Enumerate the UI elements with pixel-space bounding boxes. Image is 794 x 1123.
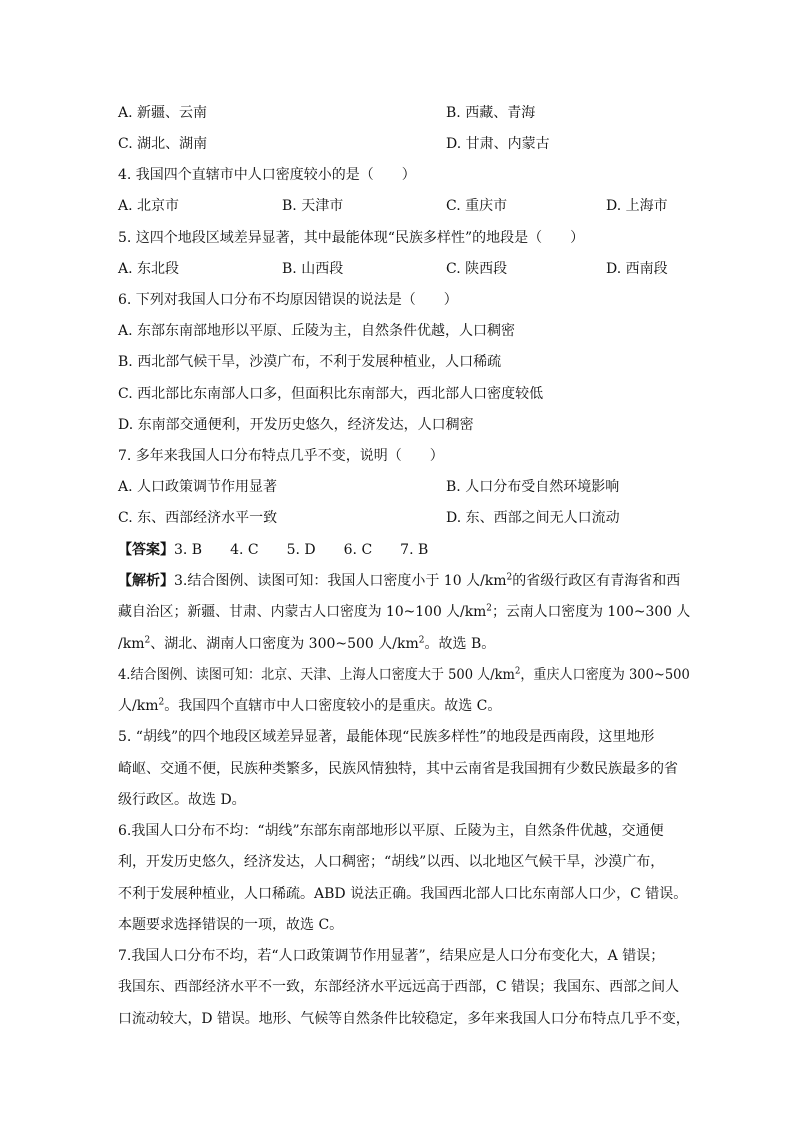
q7-option-c: C. 东、西部经济水平一致 <box>118 510 278 526</box>
analysis-text: 4.结合图例、读图可知：北京、天津、上海人口密度大于 500 人/km <box>118 667 515 683</box>
superscript: 2 <box>418 635 425 646</box>
answer-label: 【答案】 <box>118 542 174 558</box>
q6-stem: 6. 下列对我国人口分布不均原因错误的说法是（ ） <box>118 292 458 308</box>
q6-option-c: C. 西北部比东南部人口多，但面积比东南部大，西北部人口密度较低 <box>118 386 544 402</box>
analysis-text: ，重庆人口密度为 300~500 <box>520 667 690 683</box>
superscript: 2 <box>506 572 513 583</box>
analysis-text: 藏自治区；新疆、甘肃、内蒙古人口密度为 10~100 人/km <box>118 604 487 620</box>
q4-stem: 4. 我国四个直辖市中人口密度较小的是（ ） <box>118 167 416 183</box>
analysis-p7-line1: 7.我国人口分布不均，若“人口政策调节作用显著”，结果应是人口分布变化大，A 错误； <box>118 948 665 964</box>
q4-option-b: B. 天津市 <box>282 198 344 214</box>
q7-option-d: D. 东、西部之间无人口流动 <box>446 510 620 526</box>
q3-option-c: C. 湖北、湖南 <box>118 136 208 152</box>
analysis-text: /km <box>118 636 145 652</box>
q6-option-b: B. 西北部气候干旱，沙漠广布，不利于发展种植业，人口稀疏 <box>118 354 502 370</box>
q4-option-c: C. 重庆市 <box>446 198 508 214</box>
q5-stem: 5. 这四个地段区域差异显著，其中最能体现“民族多样性”的地段是（ ） <box>118 230 585 246</box>
q6-option-d: D. 东南部交通便利，开发历史悠久，经济发达，人口稠密 <box>118 417 474 433</box>
analysis-p3-line2 <box>118 603 691 621</box>
analysis-text: ；云南人口密度为 100~300 人 <box>491 604 691 620</box>
q5-option-c: C. 陕西段 <box>446 261 508 277</box>
analysis-text: 3.结合图例、读图可知：我国人口密度小于 10 人/km <box>174 573 507 589</box>
analysis-p7-line2: 我国东、西部经济水平不一致，东部经济水平远远高于西部，C 错误；我国东、西部之间人 <box>118 979 680 995</box>
analysis-p6-line3: 不利于发展种植业，人口稀疏。ABD 说法正确。我国西北部人口比东南部人口少，C 错误。 <box>118 886 688 902</box>
q4-option-a: A. 北京市 <box>118 198 180 214</box>
q3-option-a: A. 新疆、云南 <box>118 105 208 121</box>
q5-option-d: D. 西南段 <box>606 261 668 277</box>
q3-option-d: D. 甘肃、内蒙古 <box>446 136 550 152</box>
superscript: 2 <box>486 603 492 614</box>
analysis-label: 【解析】 <box>118 573 174 589</box>
answer-line <box>118 541 688 559</box>
q5-option-b: B. 山西段 <box>282 261 344 277</box>
analysis-text: 人/km <box>118 698 159 714</box>
q7-option-a: A. 人口政策调节作用显著 <box>118 479 278 495</box>
q4-option-d: D. 上海市 <box>606 198 668 214</box>
superscript: 2 <box>158 697 165 708</box>
q3-option-b: B. 西藏、青海 <box>446 105 536 121</box>
q7-stem: 7. 多年来我国人口分布特点几乎不变，说明（ ） <box>118 448 444 464</box>
analysis-text: 、湖北、湖南人口密度为 300~500 人/km <box>150 636 419 652</box>
analysis-p7-line3: 口流动较大，D 错误。地形、气候等自然条件比较稳定，多年来我国人口分布特点几乎不变， <box>118 1011 690 1027</box>
analysis-text: 。故选 B。 <box>424 636 496 652</box>
analysis-p5-line1: 5. “胡线”的四个地段区域差异显著，最能体现“民族多样性”的地段是西南段，这里地形 <box>118 729 655 745</box>
superscript: 2 <box>144 635 151 646</box>
analysis-p4-line2 <box>118 697 688 715</box>
analysis-p5-line3: 级行政区。故选 D。 <box>118 792 246 808</box>
q5-option-a: A. 东北段 <box>118 261 180 277</box>
analysis-text: 的省级行政区有青海省和西 <box>512 573 681 589</box>
analysis-p3-line1 <box>118 572 688 590</box>
analysis-p6-line4: 本题要求选择错误的一项，故选 C。 <box>118 917 344 933</box>
analysis-p5-line2: 崎岖、交通不便，民族种类繁多，民族风情独特，其中云南省是我国拥有少数民族最多的省 <box>118 761 678 777</box>
superscript: 2 <box>514 666 521 677</box>
analysis-p3-line3 <box>118 635 688 653</box>
q6-option-a: A. 东部东南部地形以平原、丘陵为主，自然条件优越，人口稠密 <box>118 323 516 339</box>
answer-text: 3. B 4. C 5. D 6. C 7. B <box>174 542 429 558</box>
analysis-p4-line1 <box>118 666 690 684</box>
analysis-p6-line1: 6.我国人口分布不均：“胡线”东部东南部地形以平原、丘陵为主，自然条件优越，交通便 <box>118 823 664 839</box>
q7-option-b: B. 人口分布受自然环境影响 <box>446 479 620 495</box>
analysis-text: 。我国四个直辖市中人口密度较小的是重庆。故选 C。 <box>164 698 502 714</box>
analysis-p6-line2: 利，开发历史悠久，经济发达，人口稠密；“胡线”以西、以北地区气候干旱，沙漠广布， <box>118 854 665 870</box>
